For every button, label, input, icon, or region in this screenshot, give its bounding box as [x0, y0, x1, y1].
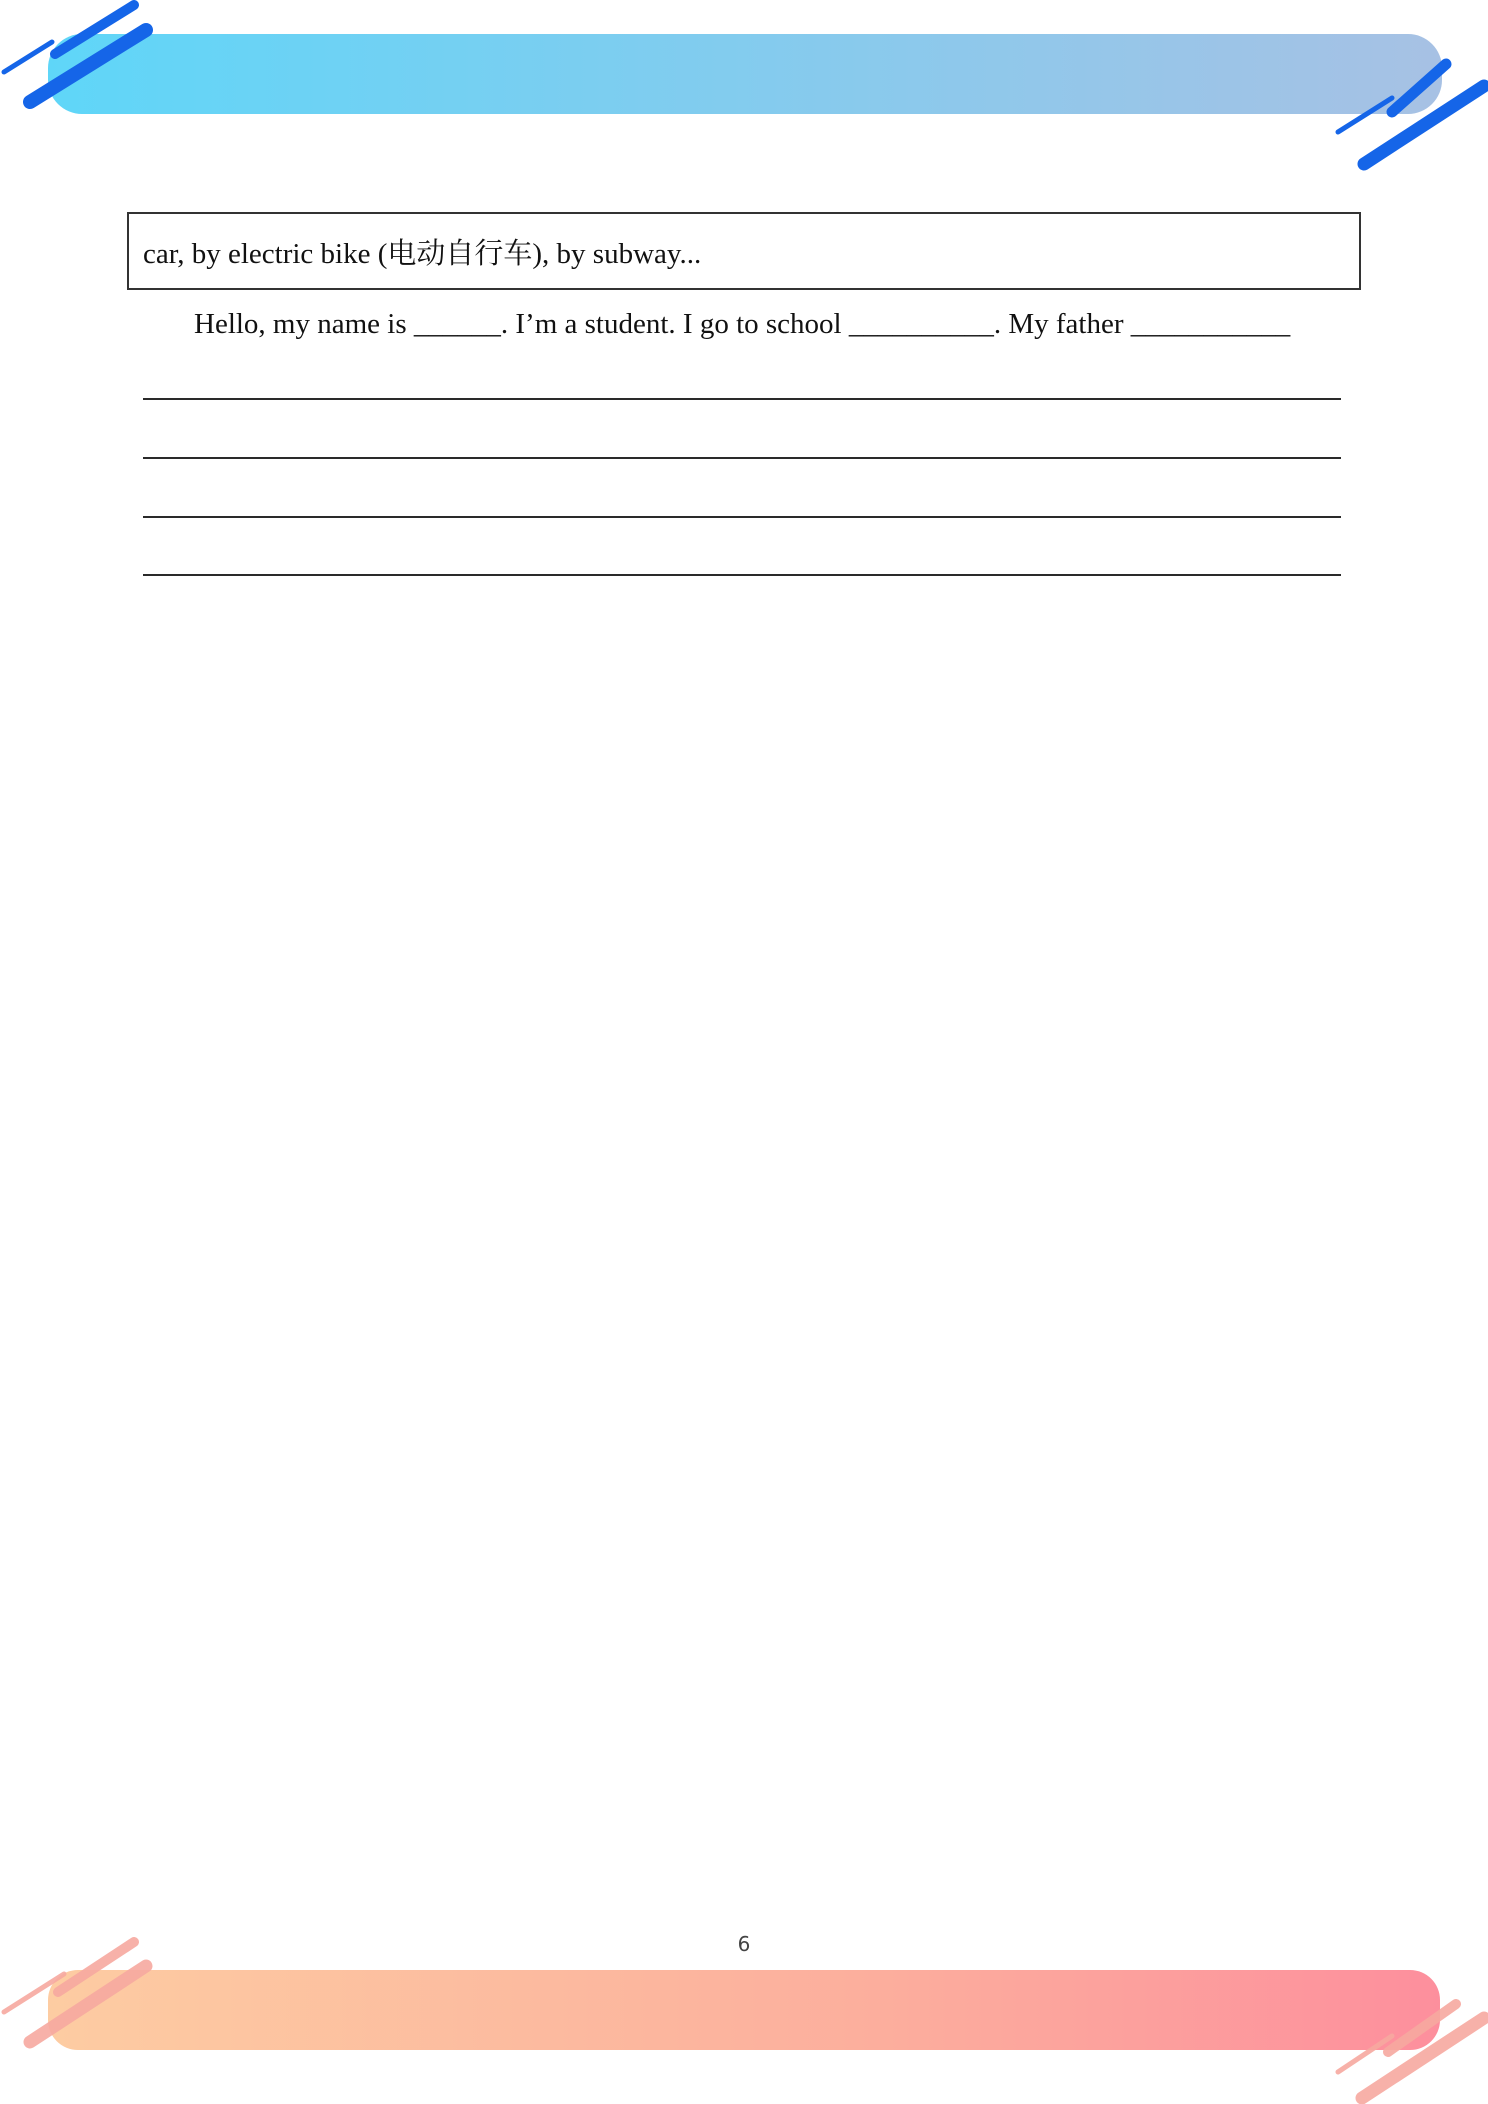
- page-number: 6: [737, 1932, 751, 1956]
- blank-name[interactable]: ______: [413, 308, 501, 340]
- prompt-text-2: . I’m a student. I go to school: [500, 308, 842, 340]
- writing-line-4[interactable]: [143, 574, 1341, 576]
- writing-line-1[interactable]: [143, 398, 1341, 400]
- writing-line-3[interactable]: [143, 516, 1341, 518]
- word-bank-box: [127, 212, 1361, 290]
- writing-prompt-paragraph: [194, 306, 1290, 342]
- blank-transport[interactable]: __________: [848, 308, 994, 340]
- header-band: [48, 34, 1442, 114]
- footer-band: [48, 1970, 1440, 2050]
- word-bank-text: car, by electric bike (电动自行车), by subway...: [143, 238, 702, 270]
- prompt-text-3: . My father: [993, 308, 1124, 340]
- writing-line-2[interactable]: [143, 457, 1341, 459]
- prompt-text-1: Hello, my name is: [194, 308, 407, 340]
- blank-father[interactable]: ___________: [1130, 308, 1291, 340]
